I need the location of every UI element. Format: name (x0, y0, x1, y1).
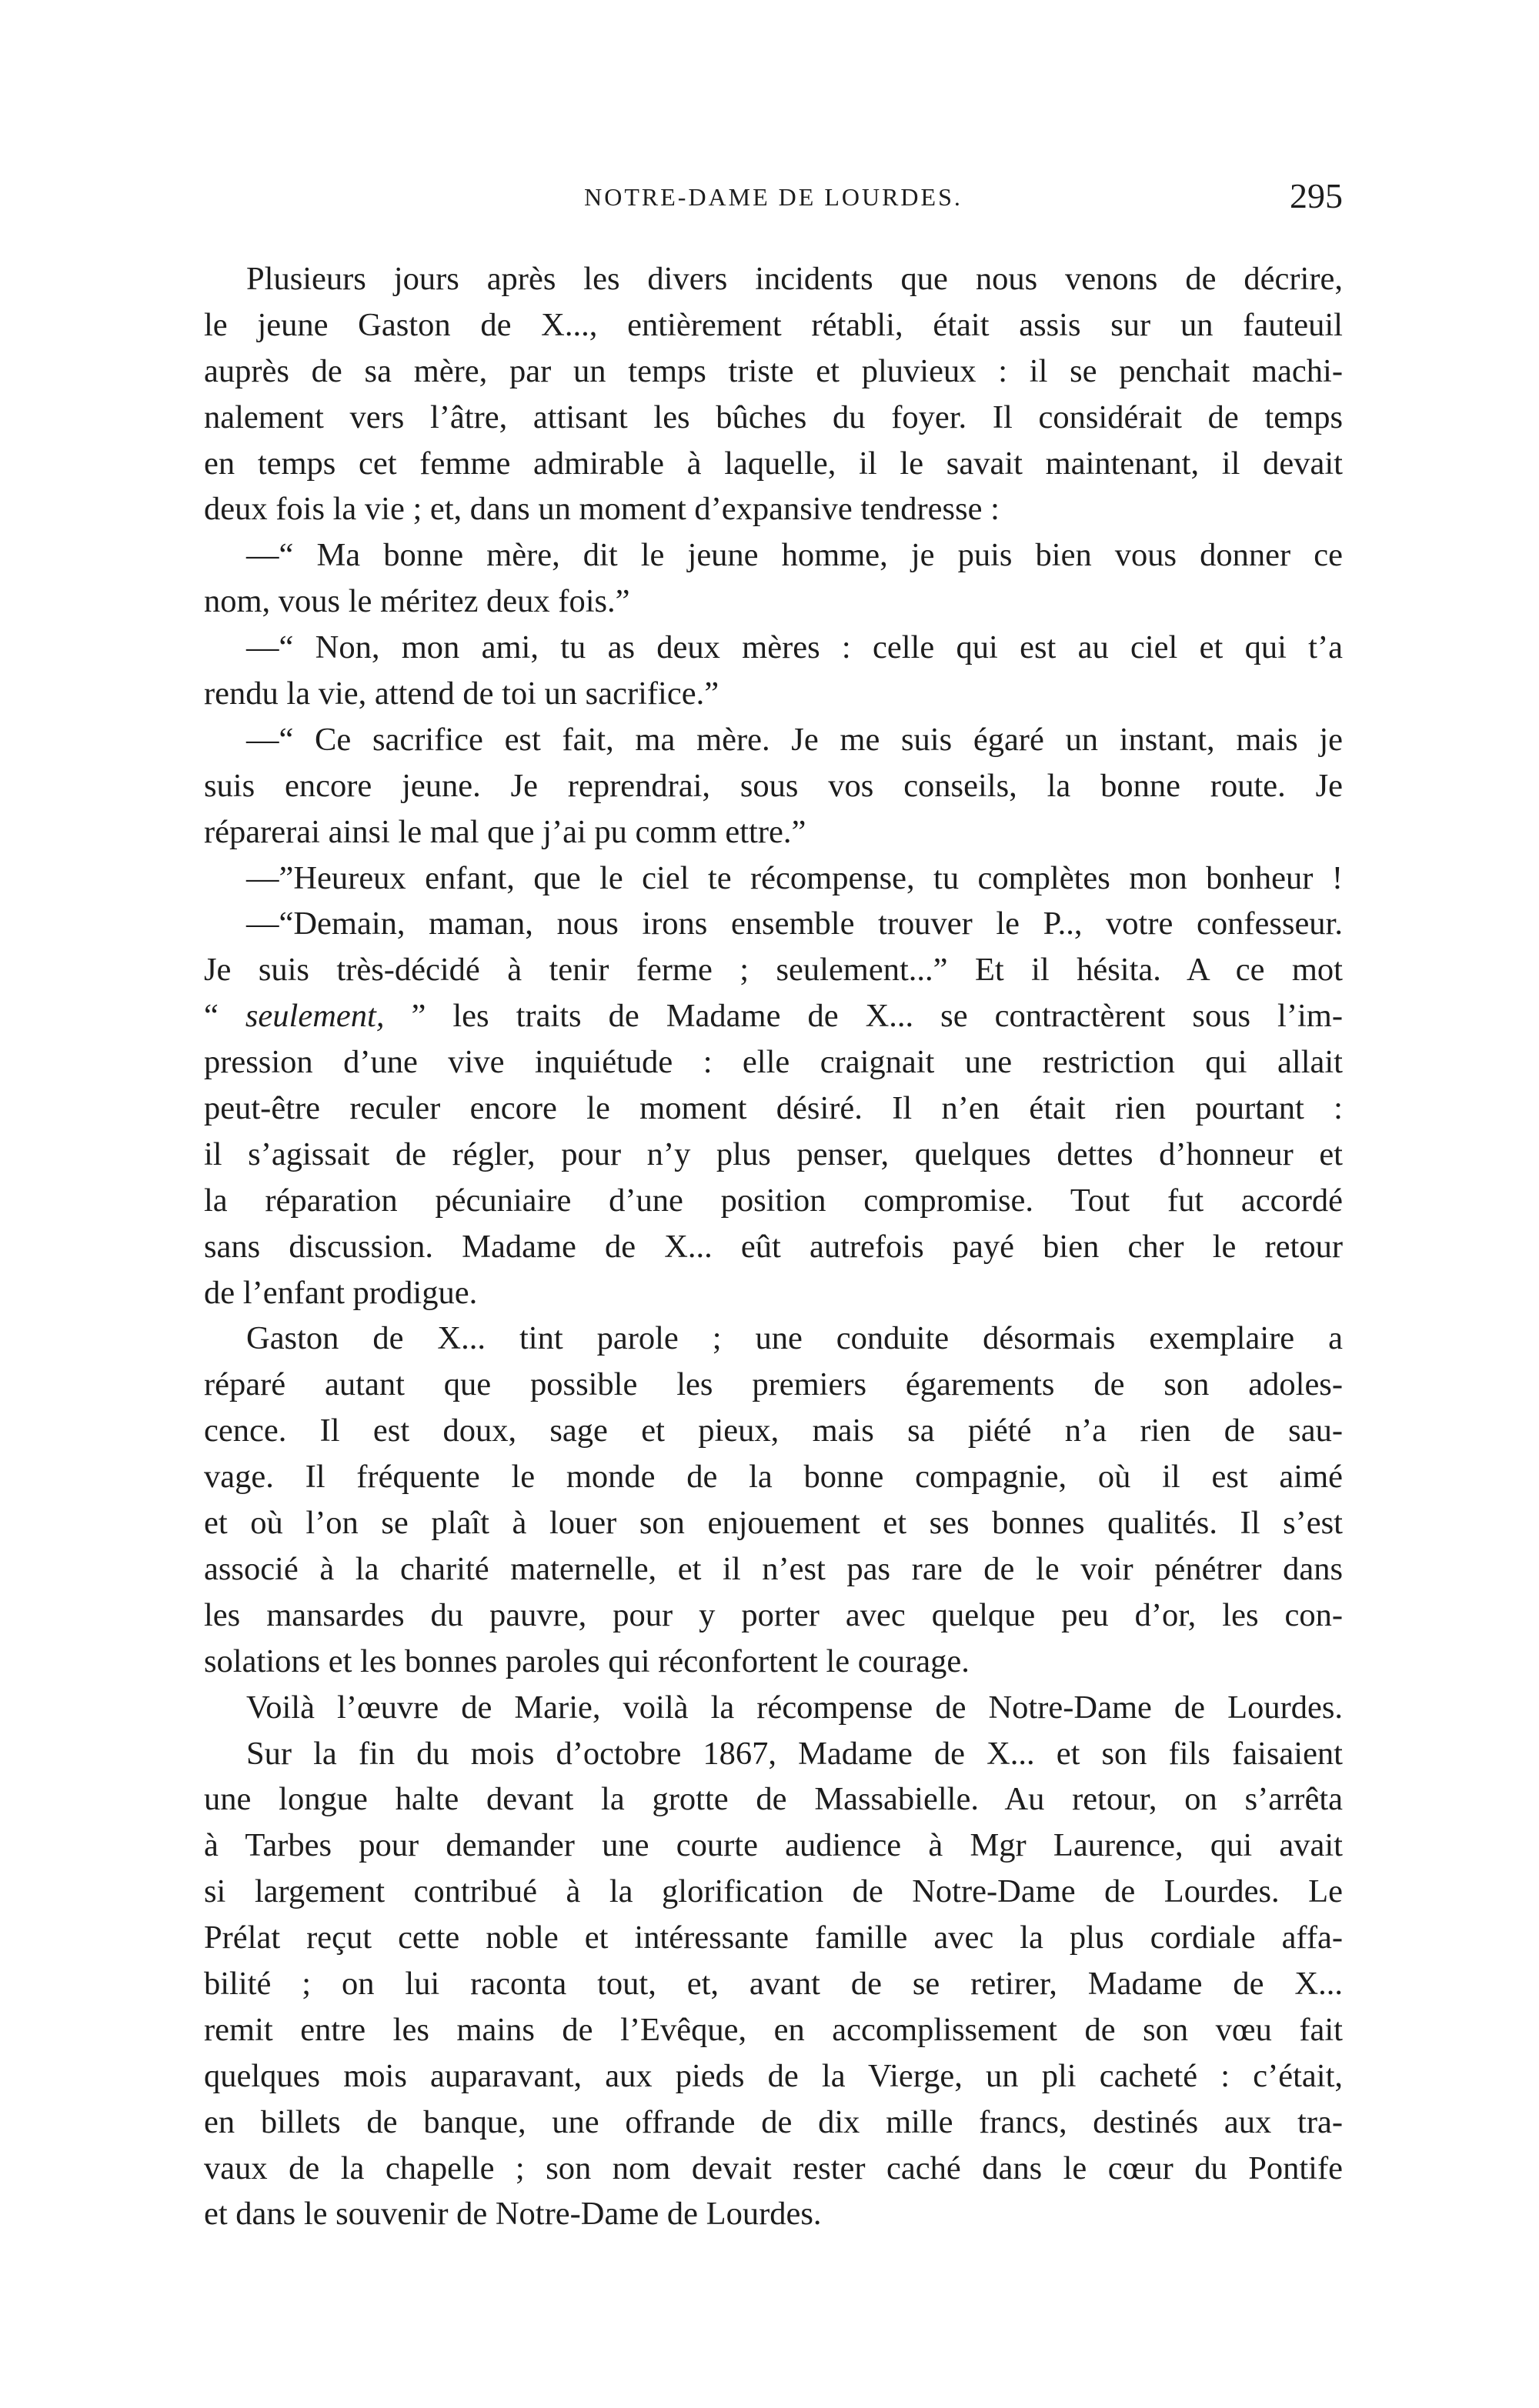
text-line: sans discussion. Madame de X... eût autrefois payé bien cher le retour (204, 1228, 1343, 1265)
text-line: si largement contribué à la glorification de Notre-Dame de Lourdes. Le (204, 1873, 1343, 1910)
text-line: en temps cet femme admirable à laquelle, il le savait maintenant, il devait (204, 445, 1343, 482)
text-line: et dans le souvenir de Notre-Dame de Lourdes. (204, 2196, 822, 2233)
text-line: Voilà l’œuvre de Marie, voilà la récompense de Notre-Dame de Lourdes. (246, 1689, 1343, 1726)
text-line: —“ Non, mon ami, tu as deux mères : celle qui est au ciel et qui t’a (246, 629, 1343, 666)
text-line: le jeune Gaston de X..., entièrement rétabli, était assis sur un fauteuil (204, 306, 1343, 343)
text-line: cence. Il est doux, sage et pieux, mais sa piété n’a rien de sau- (204, 1412, 1343, 1449)
text-line: vage. Il fréquente le monde de la bonne compagnie, où il est aimé (204, 1459, 1343, 1496)
text-line: Je suis très-décidé à tenir ferme ; seulement...” Et il hésita. A ce mot (204, 952, 1343, 989)
text-line: vaux de la chapelle ; son nom devait rester caché dans le cœur du Pontife (204, 2150, 1343, 2186)
text-line: rendu la vie, attend de toi un sacrifice.” (204, 675, 719, 712)
text-line: de l’enfant prodigue. (204, 1274, 478, 1311)
text-line: associé à la charité maternelle, et il n’est pas rare de le voir pénétrer dans (204, 1550, 1343, 1587)
text-line: en billets de banque, une offrande de dix mille francs, destinés aux tra- (204, 2103, 1343, 2140)
text-line: et où l’on se plaît à louer son enjouement et ses bonnes qualités. Il s’est (204, 1505, 1343, 1542)
running-title: NOTRE-DAME DE LOURDES. (584, 183, 963, 211)
text-line: Sur la fin du mois d’octobre 1867, Madame de X... et son fils faisaient (246, 1735, 1343, 1772)
text-line: une longue halte devant la grotte de Massabielle. Au retour, on s’arrêta (204, 1781, 1343, 1818)
text-line: Prélat reçut cette noble et intéressante famille avec la plus cordiale affa- (204, 1919, 1343, 1956)
text-line: nalement vers l’âtre, attisant les bûches du foyer. Il considérait de temps (204, 399, 1343, 435)
text-line: remit entre les mains de l’Evêque, en accomplissement de son vœu fait (204, 2011, 1343, 2048)
text-line: “ seulement, ” les traits de Madame de X... se contractèrent sous l’im- (204, 998, 1343, 1035)
text-line: à Tarbes pour demander une courte audience à Mgr Laurence, qui avait (204, 1827, 1343, 1864)
text-line: —“ Ce sacrifice est fait, ma mère. Je me suis égaré un instant, mais je (246, 721, 1343, 758)
body-text (204, 256, 1343, 2237)
text-line: —“Demain, maman, nous irons ensemble trouver le P.., votre confesseur. (246, 906, 1343, 942)
text-line: Gaston de X... tint parole ; une conduite désormais exemplaire a (246, 1320, 1343, 1357)
text-line: les mansardes du pauvre, pour y porter avec quelque peu d’or, les con- (204, 1596, 1343, 1633)
text-line: il s’agissait de régler, pour n’y plus penser, quelques dettes d’honneur et (204, 1136, 1343, 1172)
text-line: la réparation pécuniaire d’une position compromise. Tout fut accordé (204, 1182, 1343, 1219)
text-line: quelques mois auparavant, aux pieds de la Vierge, un pli cacheté : c’était, (204, 2057, 1343, 2094)
text-line: nom, vous le méritez deux fois.” (204, 583, 630, 620)
text-line: bilité ; on lui raconta tout, et, avant de se retirer, Madame de X... (204, 1965, 1343, 2002)
text-line: peut-être reculer encore le moment désiré. Il n’en était rien pourtant : (204, 1090, 1343, 1127)
page-header (204, 175, 1343, 222)
text-line: pression d’une vive inquiétude : elle craignait une restriction qui allait (204, 1044, 1343, 1081)
page-number: 295 (1290, 176, 1343, 215)
text-line: réparerai ainsi le mal que j’ai pu comm ettre.” (204, 813, 806, 850)
text-line: auprès de sa mère, par un temps triste et pluvieux : il se penchait machi- (204, 352, 1343, 389)
text-line: —“ Ma bonne mère, dit le jeune homme, je puis bien vous donner ce (246, 537, 1343, 574)
text-line: solations et les bonnes paroles qui réconfortent le courage. (204, 1643, 970, 1679)
text-line: réparé autant que possible les premiers égarements de son adoles- (204, 1366, 1343, 1403)
text-line: suis encore jeune. Je reprendrai, sous vos conseils, la bonne route. Je (204, 767, 1343, 804)
text-line: —”Heureux enfant, que le ciel te récompense, tu complètes mon bonheur ! (246, 859, 1343, 896)
text-line: Plusieurs jours après les divers incidents que nous venons de décrire, (246, 261, 1343, 297)
text-line: deux fois la vie ; et, dans un moment d’expansive tendresse : (204, 491, 1000, 528)
